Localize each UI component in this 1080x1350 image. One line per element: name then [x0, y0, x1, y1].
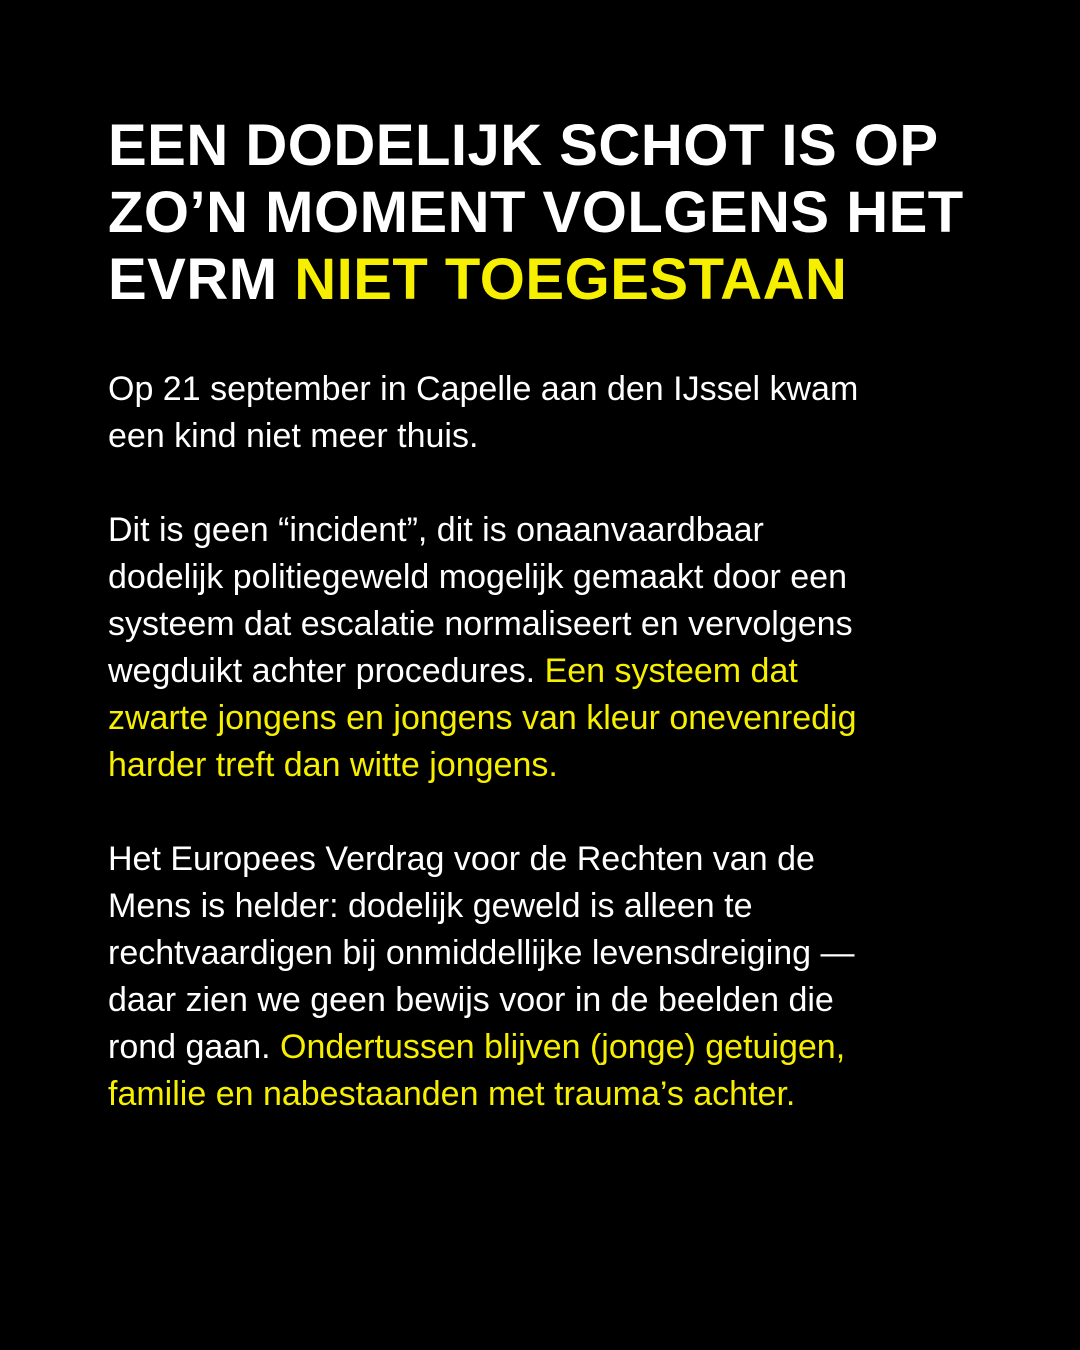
paragraph-1 — [108, 366, 978, 460]
paragraph-2-text: Dit is geen “incident”, dit is onaanvaardbaar dodelijk politiegeweld mogelijk gemaakt door een systeem dat escalatie normaliseert en vervolgens wegduikt achter procedures. — [108, 511, 853, 690]
paragraph-3 — [108, 836, 978, 1118]
paragraph-3-highlight: Ondertussen blijven (jonge) getuigen, familie en nabestaanden met trauma’s achter. — [108, 1028, 846, 1113]
headline-line-3-plain: EVRM — [108, 247, 295, 312]
paragraph-2-highlight: Een systeem dat zwarte jongens en jongens van kleur onevenredig harder treft dan witte jongens. — [108, 652, 857, 784]
paragraph-1-text: Op 21 september in Capelle aan den IJssel kwam een kind niet meer thuis. — [108, 370, 859, 455]
headline-highlight: NIET TOEGESTAAN — [294, 247, 848, 312]
headline-line-2: ZO’N MOMENT VOLGENS HET — [108, 180, 964, 245]
paragraph-2 — [108, 507, 978, 789]
paragraph-3-text: Het Europees Verdrag voor de Rechten van de Mens is helder: dodelijk geweld is alleen te rechtvaardigen bij onmiddellijke levensdreiging — daar zien we geen bewijs voor in de beelden die rond gaan. — [108, 840, 855, 1066]
headline-line-1: EEN DODELIJK SCHOT IS OP — [108, 113, 939, 178]
headline — [108, 112, 1008, 313]
